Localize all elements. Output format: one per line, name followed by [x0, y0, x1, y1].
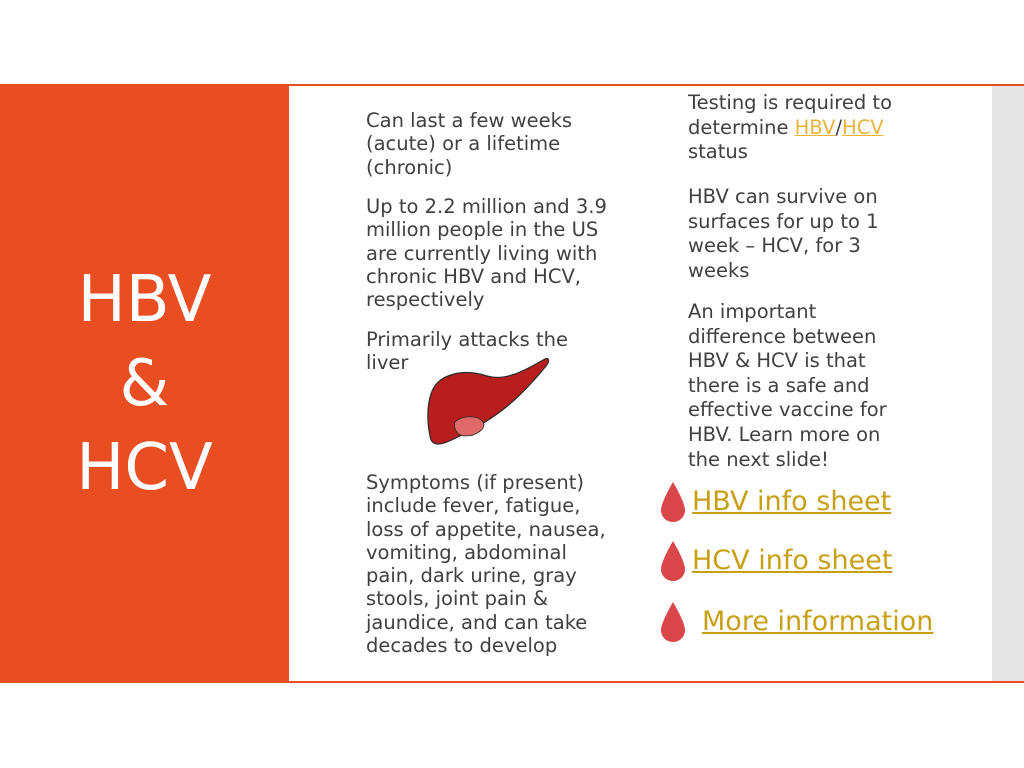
right-edge-strip	[992, 86, 1024, 681]
bullet-symptoms	[366, 471, 616, 657]
bullet-prevalence	[366, 195, 616, 311]
bullet-duration	[366, 109, 616, 179]
bullet-liver-text: Primarily attacks the liver	[366, 328, 568, 375]
hbv-info-sheet-link[interactable]: HBV info sheet	[692, 486, 892, 517]
slide-title: HBV & HCV	[76, 263, 213, 505]
bullet-testing-text	[688, 91, 978, 165]
bullet-difference	[688, 300, 978, 472]
testing-prefix: determine	[688, 115, 795, 139]
hbv-inline-link[interactable]: HBV	[794, 115, 836, 139]
blood-drop-icon	[658, 539, 688, 583]
hbv-info-row	[658, 480, 891, 524]
blood-drop-icon	[658, 480, 688, 524]
bullet-testing	[688, 91, 978, 165]
bullet-symptoms-text: Symptoms (if present) include fever, fatigue, loss of appetite, nausea, vomiting, abdominal pain, dark urine, gray stools, joint pain & jaundice, and can take decades to develop	[366, 471, 606, 658]
bullet-difference-text: An important difference between HBV & HCV is that there is a safe and effective vaccine for HBV. Learn more on the next slide!	[688, 300, 887, 471]
bullet-survival-text: HBV can survive on surfaces for up to 1 week – HCV, for 3 weeks	[688, 185, 879, 282]
more-information-link[interactable]: More information	[702, 606, 934, 637]
slash-separator: /	[835, 115, 843, 139]
blood-drop-icon	[658, 600, 688, 644]
hcv-info-sheet-link[interactable]: HCV info sheet	[692, 545, 893, 576]
bullet-prevalence-text: Up to 2.2 million and 3.9 million people in the US are currently living with chronic HBV and HCV, respectively	[366, 195, 607, 312]
more-info-row	[658, 600, 933, 644]
hcv-info-row	[658, 539, 892, 583]
hcv-inline-link[interactable]: HCV	[842, 115, 884, 139]
bullet-survival	[688, 185, 978, 283]
testing-line: Testing is required to	[688, 91, 893, 114]
top-divider	[0, 84, 1024, 86]
bullet-duration-text: Can last a few weeks (acute) or a lifetime (chronic)	[366, 109, 573, 179]
liver-illustration	[425, 356, 550, 448]
bottom-divider	[0, 681, 1024, 683]
testing-status: status	[688, 140, 748, 164]
